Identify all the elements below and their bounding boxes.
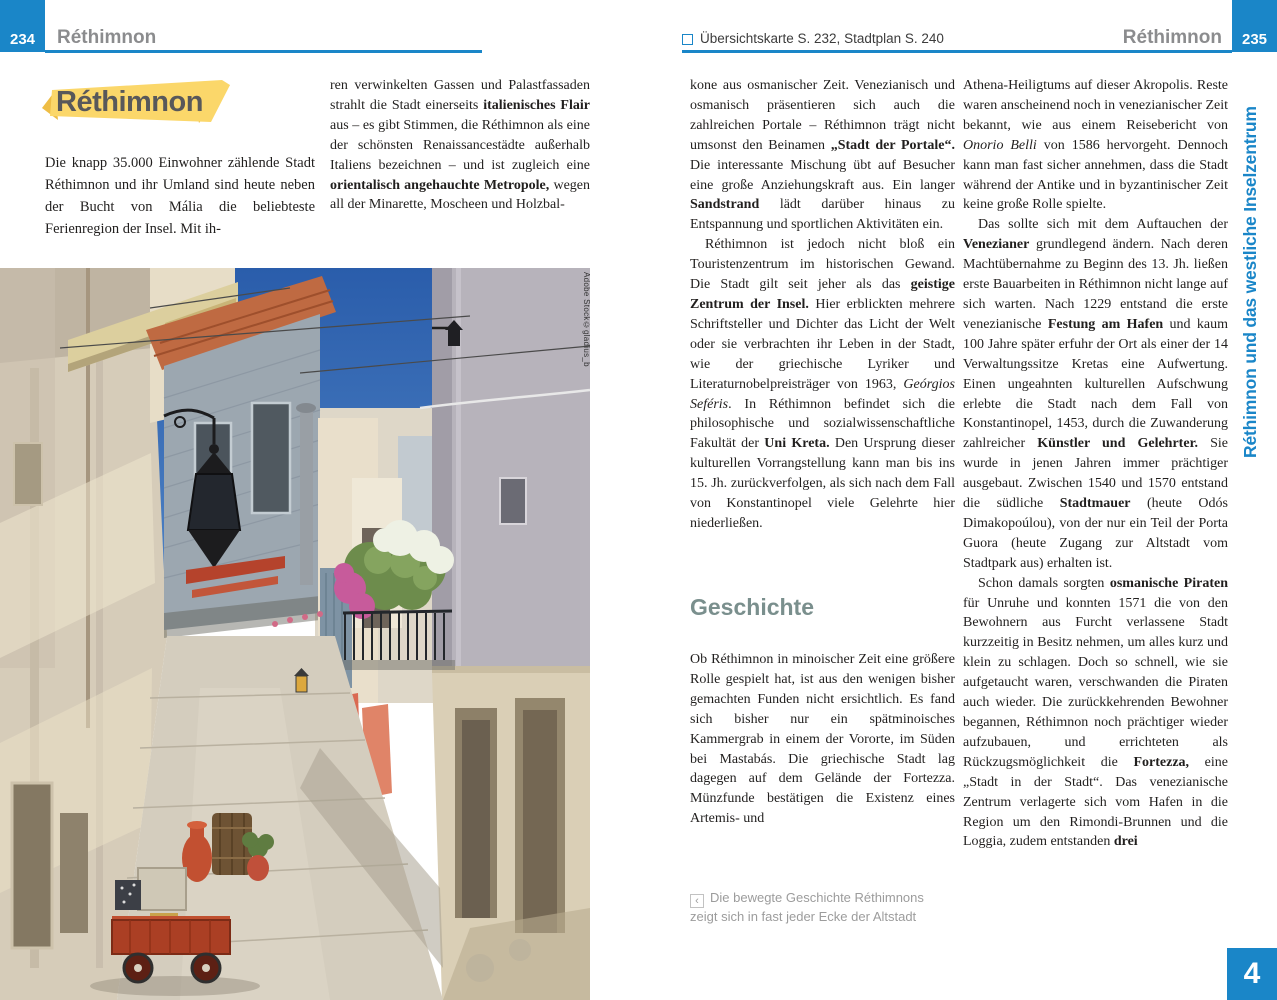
header-rule-right [682,50,1232,53]
map-reference: Übersichtskarte S. 232, Stadtplan S. 240 [700,31,944,46]
intro-paragraph: Die knapp 35.000 Einwohner zählende Stadt Réthimnon und ihr Umland sind heute neben der Bucht von Mália die beliebteste Ferienregion der Insel. Mit ih- [45,155,315,237]
left-arrow-icon: ‹ [690,894,704,908]
photo-caption [690,889,935,927]
page-number-box-left [0,0,45,52]
map-square-icon [682,34,693,45]
section-heading-geschichte: Geschichte [690,594,814,620]
page-number-box-right [1232,0,1277,52]
page-number-left: 234 [9,31,36,48]
body-paragraph: Athena-Heiligtums auf dieser Akropolis. Reste waren anscheinend noch in venezianischer Zeit bekannt, wie aus einem Reisebericht von Onorio Belli von 1586 hervorgeht. Dennoch kann man fast sicher annehmen, dass die Stadt während der Antike und in byzantinischer Zeit keine große Rolle spielte. [963,78,1228,213]
body-paragraph: Schon damals sorgten osmanische Piraten für Unruhe und konnten 1571 die von den Bewohnern aus Furcht verlassene Stadt kurzzeitig in Besitz nehmen, um alles kurz und klein zu schlagen. Doch so schnell, wie sie aufgetaucht waren, verschwanden die Piraten auch wieder. Die zurückkehrenden Bewohner begannen, Réthimnon noch prächtiger wieder aufzubauen, und errichteten als Rückzugsmöglichkeit die Fortezza, eine „Stadt in der Stadt“. Das venezianische Zentrum verlagerte sich vom Hafen in die Region um den Rimondi-Brunnen und die Loggia, zudem entstanden drei [963,575,1228,850]
left-page-column-1 [45,152,315,240]
chapter-number: 4 [1243,957,1261,990]
page-title: Réthimnon [56,86,203,118]
running-header-left: Réthimnon [57,27,157,48]
left-page-column-2 [330,76,590,215]
header-rule-left [45,50,482,53]
caption-text: Die bewegte Geschichte Réthimnons zeigt sich in fast jeder Ecke der Altstadt [690,890,924,924]
running-header-right [682,27,1222,49]
chapter-title-block [40,78,240,128]
body-paragraph: kone aus osmanischer Zeit. Venezianisch und osmanisch präsentieren sich auch die zahlreichen Portale – Réthimnon trägt nicht umsonst den Beinamen „Stadt der Portale“. Die interessante Mischung übt auf Besucher eine große Anziehungskraft aus. Ein langer Sandstrand lädt darüber hinaus zu Entspannung und sportlichen Aktivitäten ein. [690,78,956,233]
chapter-tab-vertical-title: Réthimnon und das westliche Inselzentrum [1240,106,1260,458]
right-page-column-2 [963,76,1228,852]
chapter-number-box [1227,948,1277,1000]
right-page-column-1-continued [690,650,955,829]
running-header-right-title: Réthimnon [1122,27,1222,48]
right-page-column-1 [690,76,955,534]
body-paragraph: ren verwinkelten Gassen und Palastfassaden strahlt die Stadt einerseits italienisches Flair aus – es gibt Stimmen, die Réthimnon als eine der schönsten Renaissancestädte außerhalb Italiens bezeichnen – und ist zugleich eine orientalisch angehauchte Metropole, wegen all der Minarette, Moscheen und Holzbal- [330,78,590,213]
body-paragraph: Ob Réthimnon in minoischer Zeit eine größere Rolle gespielt hat, ist aus den wenigen bisher gemachten Funden nicht ersichtlich. Es fand sich bisher nur ein spätminoisches Kammergrab in einem der Vororte, im Süden bei Mastabás. Die griechische Stadt lag dagegen auf dem Gelände der Fortezza. Münzfunde bestätigen die Existenz eines Artemis- und [690,652,955,827]
street-photo [0,268,590,1000]
photo-credit: Adobe Stock©gladius_b [582,272,591,367]
page-number-right: 235 [1241,31,1268,48]
street-photo-illustration [0,268,590,1000]
body-paragraph: Réthimnon ist jedoch nicht bloß ein Touristenzentrum im historischen Gewand. Die Stadt gilt seit jeher als das geistige Zentrum der Insel. Hier erblickten mehrere Schriftsteller und Dichter das Licht der Welt oder sie verbrachten ihr Leben in der Stadt, wie der griechische Lyriker und Literaturnobelpreisträger von 1963, Geórgios Seféris. In Réthimnon befindet sich die philosophische und sozialwissenschaftliche Fakultät der Uni Kreta. Den Ursprung dieser kulturellen Vorrangstellung kann man bis ins 15. Jh. zurückverfolgen, als sich nach dem Fall von Konstantinopel viele Gelehrte hier niederließen. [690,237,956,531]
body-paragraph: Das sollte sich mit dem Auftauchen der Venezianer grundlegend ändern. Nach deren Machtübernahme zu Beginn des 13. Jh. ließen erste Bauarbeiten in Réthimnon nicht lange auf sich warten. Nach 1229 entstand die erste venezianische Festung am Hafen und kaum 100 Jahre später erfuhr der Ort als einer der 14 Verwaltungssitze Kretas eine Aufwertung. Einen ungeahnten kulturellen Aufschwung erlebte die Stadt nach dem Fall von Konstantinopel, 1453, durch die Zuwanderung zahlreicher Künstler und Gelehrter. Sie wurde in jenen Jahren immer prächtiger ausgebaut. Zwischen 1540 und 1570 entstand die südliche Stadtmauer (heute Odós Dimakopoúlou), von der nur ein Teil der Porta Guora (heute Zugang zur Altstadt vom Stadtpark aus) erhalten ist. [963,217,1228,571]
